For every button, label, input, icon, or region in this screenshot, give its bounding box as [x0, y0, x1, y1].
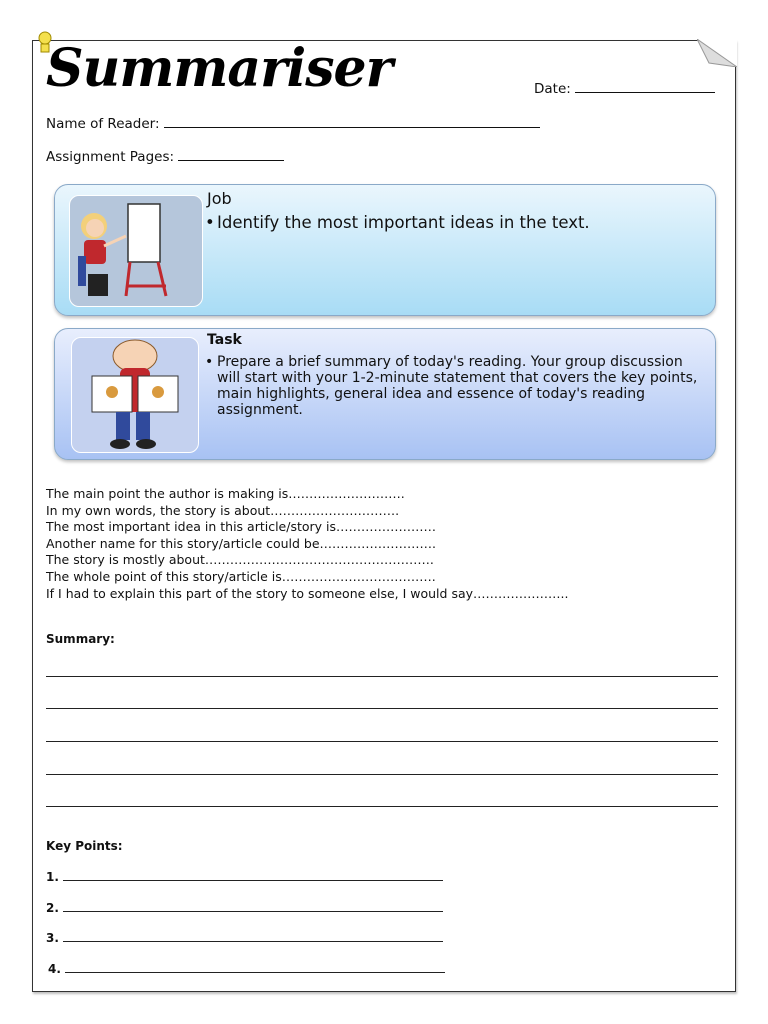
key-point-row[interactable] [48, 962, 445, 976]
reader-blank[interactable] [164, 115, 540, 128]
summary-writing-line[interactable] [46, 741, 718, 742]
boy-reading-book-icon [72, 338, 198, 452]
job-body [205, 213, 709, 232]
prompt-line: Another name for this story/article could be………………………. [46, 535, 437, 551]
prompt-line: The whole point of this story/article is………………………………. [46, 568, 436, 584]
task-body [205, 354, 709, 418]
bullet-icon: • [205, 354, 214, 370]
summary-label: Summary: [46, 632, 115, 646]
summary-writing-line[interactable] [46, 806, 718, 807]
prompt-line: In my own words, the story is about…………………………. [46, 502, 400, 518]
teacher-illustration [69, 195, 203, 307]
summary-writing-line[interactable] [46, 676, 718, 677]
reader-label: Name of Reader: [46, 116, 160, 132]
key-point-blank[interactable] [63, 931, 443, 942]
pages-field[interactable] [46, 148, 284, 165]
key-points-label: Key Points: [46, 839, 123, 853]
reader-illustration [71, 337, 199, 453]
task-panel [54, 328, 716, 460]
date-field[interactable] [534, 80, 715, 97]
key-point-blank[interactable] [63, 901, 443, 912]
task-bullet: Prepare a brief summary of today's reading. Your group discussion will start with your 1-2-minute statement that covers the key points, main highlights, general idea and essence of today's reading assignment. [217, 354, 698, 418]
key-point-number: 1. [46, 870, 59, 884]
page-curl-icon [697, 39, 737, 67]
summary-writing-line[interactable] [46, 708, 718, 709]
task-heading: Task [207, 332, 242, 348]
key-point-number: 4. [48, 962, 61, 976]
date-label: Date: [534, 81, 571, 97]
key-point-row[interactable] [46, 931, 443, 945]
key-point-row[interactable] [46, 901, 443, 915]
date-blank[interactable] [575, 80, 715, 93]
prompt-line: The story is mostly about………………………………………………. [46, 552, 434, 568]
summary-writing-line[interactable] [46, 774, 718, 775]
prompt-line: If I had to explain this part of the story to someone else, I would say………………….. [46, 585, 569, 601]
pages-blank[interactable] [178, 148, 284, 161]
key-point-row[interactable] [46, 870, 443, 884]
key-point-number: 2. [46, 901, 59, 915]
key-point-number: 3. [46, 931, 59, 945]
job-heading: Job [207, 189, 232, 208]
prompt-list [46, 486, 568, 602]
pages-label: Assignment Pages: [46, 149, 175, 165]
page-title: Summariser [46, 38, 393, 99]
job-panel [54, 184, 716, 316]
prompt-line: The most important idea in this article/story is…………………… [46, 519, 437, 535]
bullet-icon: • [205, 213, 215, 232]
reader-field[interactable] [46, 115, 540, 132]
key-point-blank[interactable] [65, 962, 445, 973]
job-bullet: Identify the most important ideas in the text. [217, 213, 590, 232]
teacher-at-easel-icon [70, 196, 202, 306]
key-point-blank[interactable] [63, 870, 443, 881]
prompt-line: The main point the author is making is………………………. [46, 486, 405, 501]
